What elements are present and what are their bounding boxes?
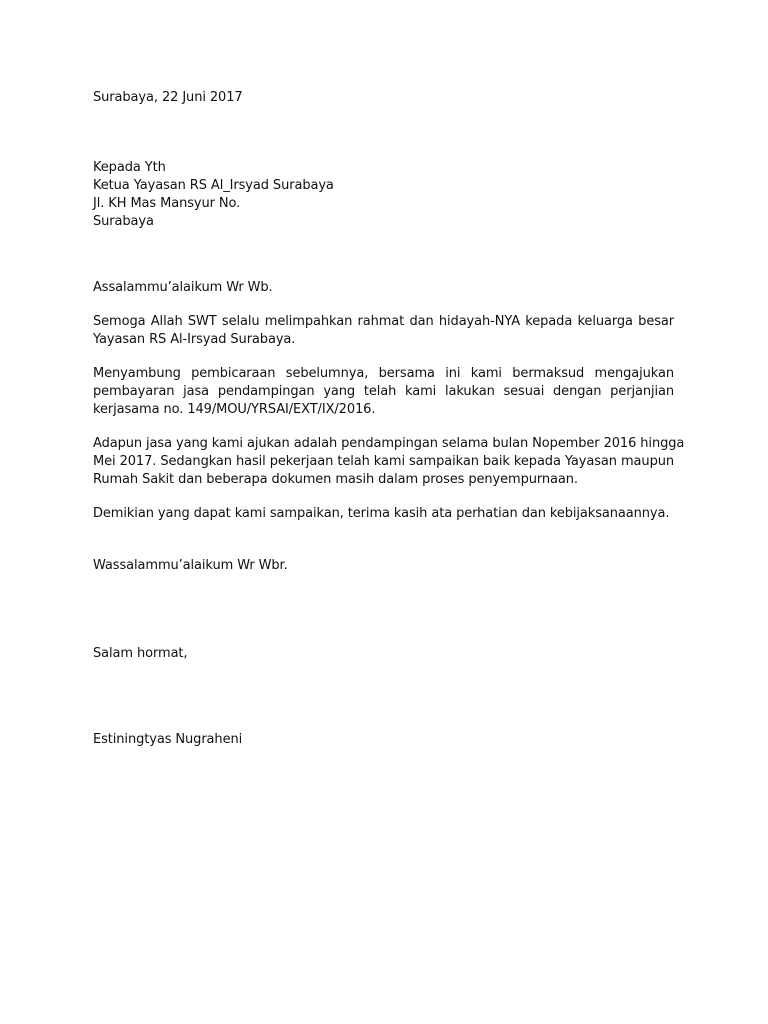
letter-date: Surabaya, 22 Juni 2017: [93, 90, 243, 105]
paragraph-line: kerjasama no. 149/MOU/YRSAI/EXT/IX/2016.: [93, 402, 376, 417]
paragraph-line: Semoga Allah SWT selalu melimpahkan rahmat dan hidayah-NYA kepada keluarga besar: [93, 314, 674, 329]
paragraph-line: Yayasan RS Al-Irsyad Surabaya.: [93, 332, 296, 347]
letter-body: [93, 89, 685, 749]
paragraph-thanks: Demikian yang dapat kami sampaikan, terima kasih ata perhatian dan kebijaksanaannya.: [93, 506, 670, 521]
recipient-line-city: Surabaya: [93, 214, 154, 229]
regards-line: Salam hormat,: [93, 646, 188, 661]
opening-greeting: Assalammu’alaikum Wr Wb.: [93, 280, 273, 295]
recipient-line-salutation: Kepada Yth: [93, 160, 166, 175]
signatory-name: Estiningtyas Nugraheni: [93, 732, 243, 747]
paragraph-line: Adapun jasa yang kami ajukan adalah pendampingan selama bulan Nopember 2016 hingga: [93, 436, 685, 451]
recipient-line-name: Ketua Yayasan RS Al_Irsyad Surabaya: [93, 178, 334, 193]
paragraph-line: Mei 2017. Sedangkan hasil pekerjaan telah kami sampaikan baik kepada Yayasan maupun: [93, 454, 674, 469]
paragraph-line: pembayaran jasa pendampingan yang telah kami lakukan sesuai dengan perjanjian: [93, 384, 674, 399]
recipient-address: [93, 159, 674, 231]
paragraph-payment-request: [93, 365, 674, 419]
paragraph-blessing: [93, 313, 674, 349]
closing-greeting: Wassalammu’alaikum Wr Wbr.: [93, 558, 288, 573]
paragraph-line: Rumah Sakit dan beberapa dokumen masih dalam proses penyempurnaan.: [93, 472, 578, 487]
recipient-line-street: Jl. KH Mas Mansyur No.: [93, 196, 241, 211]
paragraph-line: Menyambung pembicaraan sebelumnya, bersama ini kami bermaksud mengajukan: [93, 366, 674, 381]
paragraph-service-period: [93, 435, 685, 489]
